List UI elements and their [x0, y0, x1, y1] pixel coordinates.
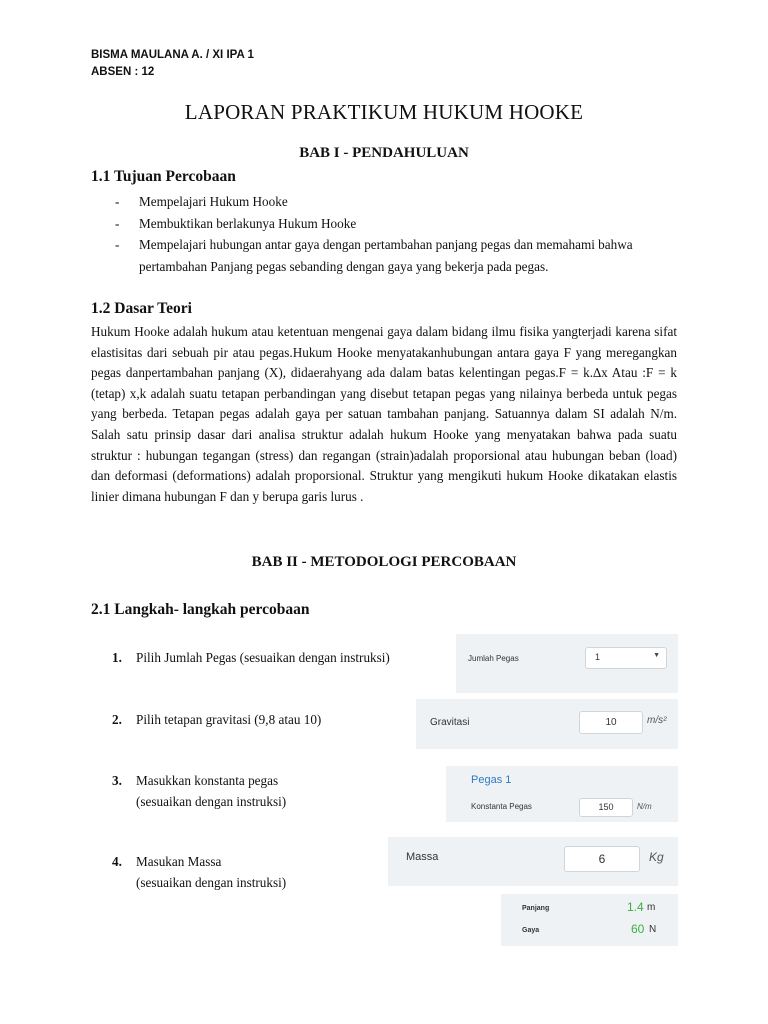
pegas-panel	[446, 766, 678, 822]
step-number: 4.	[112, 854, 122, 869]
jumlah-pegas-select[interactable]	[585, 647, 667, 669]
jumlah-pegas-label: Jumlah Pegas	[468, 654, 519, 663]
panjang-value: 1.4	[627, 900, 644, 914]
tujuan-heading: 1.1 Tujuan Percobaan	[91, 168, 236, 185]
konstanta-value: 150	[598, 802, 614, 812]
massa-input[interactable]	[564, 846, 640, 872]
list-item: - Membuktikan berlakunya Hukum Hooke	[115, 213, 675, 235]
konstanta-unit: N/m	[637, 802, 652, 811]
gravitasi-input[interactable]	[579, 711, 643, 734]
caret-down-icon: ▼	[653, 652, 660, 659]
step-text: Masukan Massa	[136, 854, 222, 869]
dasar-teori-paragraph: Hukum Hooke adalah hukum atau ketentuan mengenai gaya dalam bidang ilmu fisika yangterjadi karena sifat elastisitas dari sebuah pir atau pegas.Hukum Hooke menyatakanhubungan antara gaya F yang meregangkan pegas danpertambahan panjang (X), didaerahyang ada dalam batas kelentingan pegas.F = k.∆x Atau :F = k (tetap) x,k adalah suatu tetapan perbandingan yang disebut tetapan pegas yang nilainya berbeda untuk pegas yang berbeda. Tetapan pegas adalah gaya per satuan tambahan panjang. Satuannya dalam SI adalah N/m. Salah satu prinsip dasar dari analisa struktur adalah hukum Hooke yang menyatakan bahwa pada suatu struktur : hubungan tegangan (stress) dan regangan (strain)adalah proporsional atau hubungan beban (load) dan deformasi (deformations) adalah proporsional. Struktur yang mengikuti hukum Hooke dikatakan elastis linier dimana hubungan F dan y berupa garis lurus .	[91, 324, 677, 504]
step-text: (sesuaikan dengan instruksi)	[136, 875, 287, 890]
massa-label: Massa	[406, 851, 439, 863]
report-title: LAPORAN PRAKTIKUM HUKUM HOOKE	[184, 100, 584, 124]
gravitasi-unit: m/s²	[647, 715, 667, 726]
jumlah-pegas-panel	[456, 634, 678, 693]
step-number: 1.	[112, 650, 122, 665]
absen-line: ABSEN : 12	[91, 66, 155, 78]
konstanta-input[interactable]	[579, 798, 633, 817]
pegas-title: Pegas 1	[471, 774, 512, 786]
hasil-panel	[501, 894, 678, 946]
massa-value: 6	[598, 852, 606, 866]
gaya-label: Gaya	[522, 927, 540, 934]
bab1-heading: BAB I - PENDAHULUAN	[299, 145, 469, 161]
step-text: (sesuaikan dengan instruksi)	[136, 794, 287, 809]
step-text: Pilih tetapan gravitasi (9,8 atau 10)	[136, 712, 322, 727]
author-header	[91, 47, 254, 81]
gaya-unit: N	[649, 924, 657, 935]
konstanta-label: Konstanta Pegas	[471, 802, 532, 811]
panjang-unit: m	[647, 902, 656, 913]
langkah-heading: 2.1 Langkah- langkah percobaan	[91, 601, 310, 618]
jumlah-pegas-value: 1	[595, 652, 601, 662]
dasar-teori-heading: 1.2 Dasar Teori	[91, 300, 192, 317]
gravitasi-label: Gravitasi	[430, 717, 470, 728]
list-item: - Mempelajari hubungan antar gaya dengan pertambahan panjang pegas dan memahami bahwa pertambahan Panjang pegas sebanding dengan gaya yang bekerja pada pegas.	[115, 234, 675, 277]
gaya-value: 60	[631, 922, 645, 936]
tujuan-list	[115, 191, 675, 277]
step-text: Pilih Jumlah Pegas (sesuaikan dengan instruksi)	[136, 650, 390, 665]
bab2-heading: BAB II - METODOLOGI PERCOBAAN	[251, 554, 517, 570]
massa-unit: Kg	[649, 850, 664, 864]
author-line: BISMA MAULANA A. / XI IPA 1	[91, 49, 254, 61]
massa-panel	[388, 837, 678, 886]
gravitasi-value: 10	[605, 717, 617, 728]
list-item: - Mempelajari Hukum Hooke	[115, 191, 675, 213]
step-number: 3.	[112, 773, 122, 788]
step-text: Masukkan konstanta pegas	[136, 773, 279, 788]
step-number: 2.	[112, 712, 122, 727]
panjang-label: Panjang	[522, 905, 550, 912]
gravitasi-panel	[416, 699, 678, 749]
